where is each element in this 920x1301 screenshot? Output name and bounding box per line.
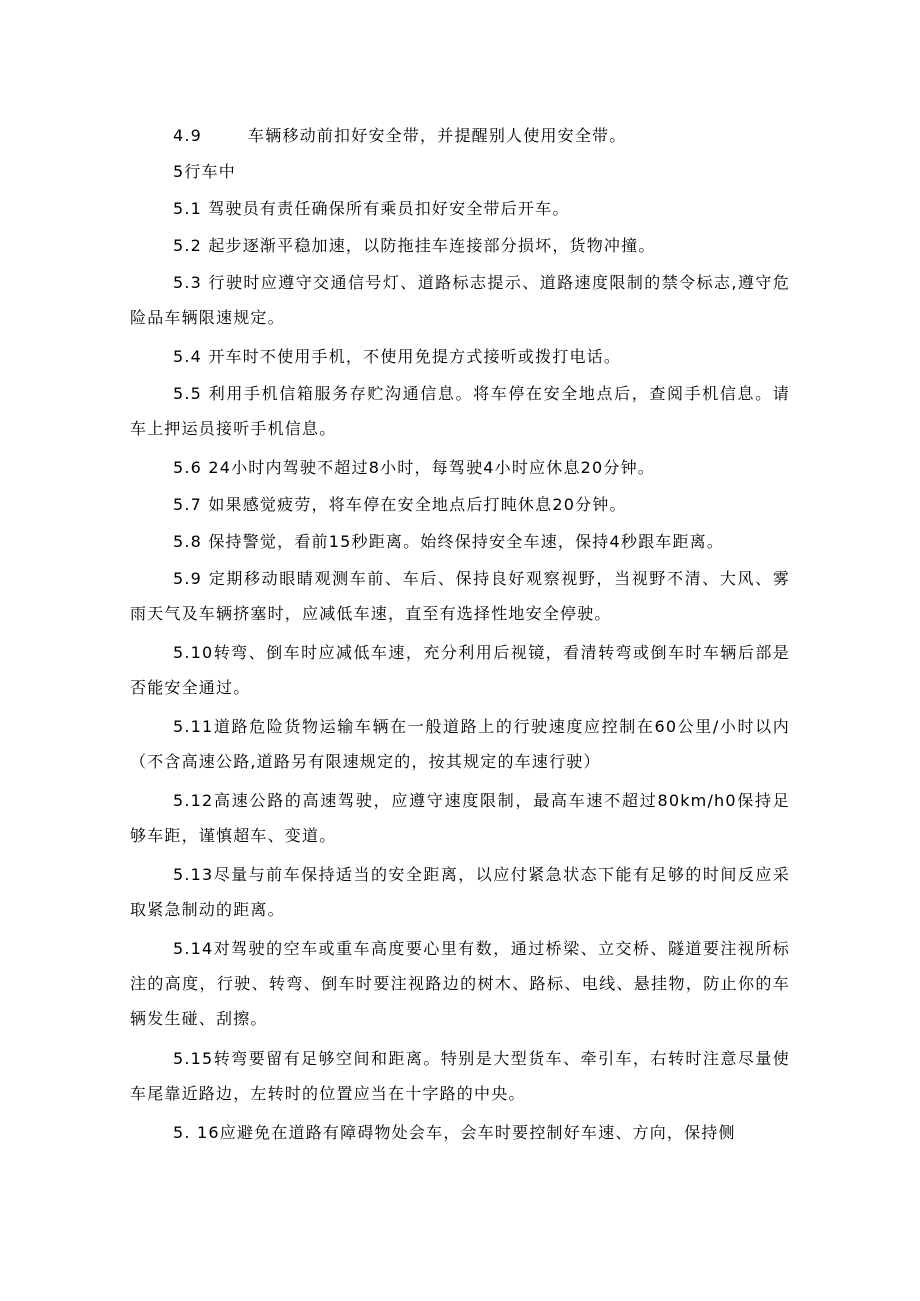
section-number: 5.11 xyxy=(173,717,214,736)
paragraph-5-1 xyxy=(130,191,790,226)
section-number: 5.3 xyxy=(173,273,203,292)
section-number: 5.14 xyxy=(173,939,214,958)
paragraph-text: 利用手机信箱服务存贮沟通信息。将车停在安全地点后，查阅手机信息。请车上押运员接听手机信息。 xyxy=(130,384,790,438)
paragraph-text: 尽量与前车保持适当的安全距离，以应付紧急状态下能有足够的时间反应采取紧急制动的距离。 xyxy=(130,865,790,919)
paragraph-text: 5行车中 xyxy=(173,162,236,181)
section-number: 5.5 xyxy=(173,384,203,403)
paragraph-5-15 xyxy=(130,1041,790,1111)
paragraph-text: 行驶时应遵守交通信号灯、道路标志提示、道路速度限制的禁令标志,遵守危险品车辆限速规定。 xyxy=(130,273,790,327)
paragraph-5-5 xyxy=(130,376,790,446)
paragraph-text: 驾驶员有责任确保所有乘员扣好安全带后开车。 xyxy=(202,199,570,218)
paragraph-text: 转弯、倒车时应减低车速，充分利用后视镜，看清转弯或倒车时车辆后部是否能安全通过。 xyxy=(130,643,790,697)
paragraph-text: 24小时内驾驶不超过8小时，每驾驶4小时应休息20分钟。 xyxy=(202,458,656,477)
paragraph-5-7 xyxy=(130,487,790,522)
paragraph-5-9 xyxy=(130,561,790,631)
paragraph-text: 定期移动眼睛观测车前、车后、保持良好观察视野，当视野不清、大风、雾雨天气及车辆挤塞时，应减低车速，直至有选择性地安全停驶。 xyxy=(130,569,790,623)
section-number: 5.15 xyxy=(173,1049,214,1068)
section-number: 5.12 xyxy=(173,791,214,810)
paragraph-5-14 xyxy=(130,931,790,1036)
section-number: 5.8 xyxy=(173,532,203,551)
paragraph-text: 应避免在道路有障碍物处会车，会车时要控制好车速、方向，保持侧 xyxy=(219,1123,736,1142)
section-number: 4.9 xyxy=(173,126,203,145)
paragraph-text: 道路危险货物运输车辆在一般道路上的行驶速度应控制在60公里/小时以内（不含高速公路,道路另有限速规定的，按其规定的车速行驶） xyxy=(130,717,790,771)
section-number: 5.6 xyxy=(173,458,203,477)
paragraph-text: 高速公路的高速驾驶，应遵守速度限制，最高车速不超过80km/h0保持足够车距，谨慎超车、变道。 xyxy=(130,791,790,845)
paragraph-text: 车辆移动前扣好安全带，并提醒别人使用安全带。 xyxy=(248,126,627,145)
paragraph-text: 起步逐渐平稳加速，以防拖挂车连接部分损坏，货物冲撞。 xyxy=(202,236,656,255)
paragraph-5-13 xyxy=(130,857,790,927)
paragraph-5-2 xyxy=(130,228,790,263)
paragraph-5-8 xyxy=(130,524,790,559)
paragraph-5-6 xyxy=(130,450,790,485)
section-number: 5.10 xyxy=(173,643,214,662)
section-number: 5.9 xyxy=(173,569,203,588)
paragraph-text: 开车时不使用手机，不使用免提方式接听或拨打电话。 xyxy=(202,347,622,366)
section-number: 5.2 xyxy=(173,236,203,255)
paragraph-text: 对驾驶的空车或重车高度要心里有数，通过桥梁、立交桥、隧道要注视所标注的高度，行驶、转弯、倒车时要注视路边的树木、路标、电线、悬挂物，防止你的车辆发生碰、刮擦。 xyxy=(130,939,790,1028)
paragraph-5-11 xyxy=(130,709,790,779)
paragraph-5-16 xyxy=(130,1115,790,1150)
section-number: 5.7 xyxy=(173,495,203,514)
section-number: 5.1 xyxy=(173,199,203,218)
paragraph-5-3 xyxy=(130,265,790,335)
paragraph-5-10 xyxy=(130,635,790,705)
section-number: 5.4 xyxy=(173,347,203,366)
section-number: 5. 16 xyxy=(173,1123,220,1142)
paragraph-text: 如果感觉疲劳，将车停在安全地点后打盹休息20分钟。 xyxy=(202,495,627,514)
paragraph-text: 转弯要留有足够空间和距离。特别是大型货车、牵引车，右转时注意尽量使车尾靠近路边，左转时的位置应当在十字路的中央。 xyxy=(130,1049,790,1103)
section-heading-5 xyxy=(130,154,790,189)
paragraph-4-9 xyxy=(130,118,790,153)
paragraph-text: 保持警觉，看前15秒距离。始终保持安全车速，保持4秒跟车距离。 xyxy=(202,532,725,551)
section-number: 5.13 xyxy=(173,865,214,884)
paragraph-5-12 xyxy=(130,783,790,853)
paragraph-5-4 xyxy=(130,339,790,374)
